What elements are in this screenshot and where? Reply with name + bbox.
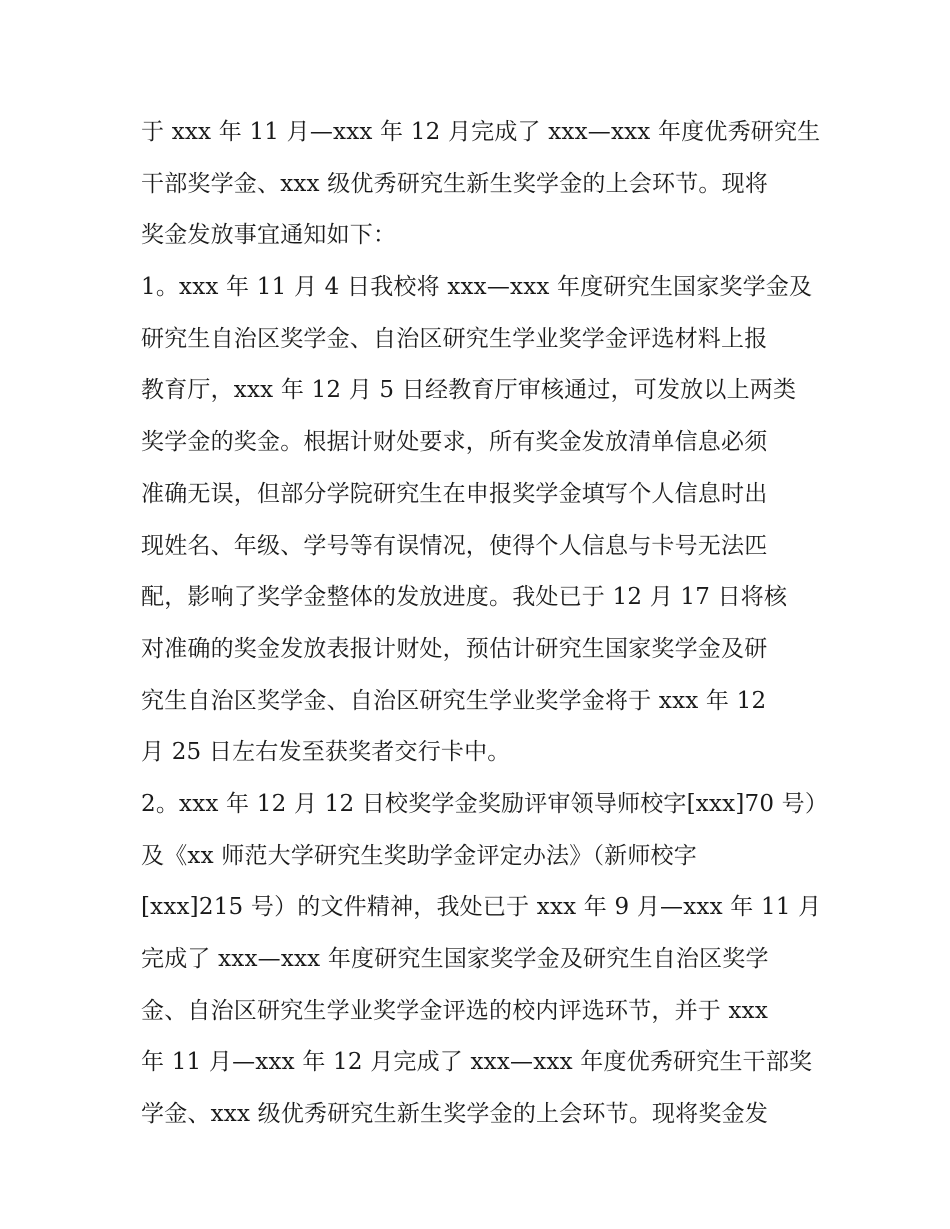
text-line: 完成了 xxx—xxx 年度研究生国家奖学金及研究生自治区奖学 — [141, 946, 769, 972]
text-line: 教育厅，xxx 年 12 月 5 日经教育厅审核通过，可发放以上两类 — [141, 377, 797, 404]
text-line: 金、自治区研究生学业奖学金评选的校内评选环节，并于 xxx — [141, 997, 769, 1024]
text-line: [xxx]215 号）的文件精神，我处已于 xxx 年 9 月—xxx 年 11 月 — [141, 894, 822, 921]
text-line: 现姓名、年级、学号等有误情况，使得个人信息与卡号无法匹 — [141, 532, 768, 559]
text-line: 奖金发放事宜通知如下： — [141, 222, 397, 249]
text-line: 2。xxx 年 12 月 12 日校奖学金奖励评审领导师校字[xxx]70 号） — [141, 790, 829, 817]
text-line: 研究生自治区奖学金、自治区研究生学业奖学金评选材料上报 — [141, 325, 768, 352]
text-line: 配，影响了奖学金整体的发放进度。我处已于 12 月 17 日将核 — [141, 584, 788, 611]
text-line: 月 25 日左右发至获奖者交行卡中。 — [141, 739, 511, 766]
text-line: 究生自治区奖学金、自治区研究生学业奖学金将于 xxx 年 12 — [141, 687, 767, 714]
text-line: 及《xx 师范大学研究生奖助学金评定办法》（新师校字 — [141, 842, 697, 869]
text-line: 年 11 月—xxx 年 12 月完成了 xxx—xxx 年度优秀研究生干部奖 — [141, 1049, 813, 1076]
text-line: 奖学金的奖金。根据计财处要求，所有奖金发放清单信息必须 — [141, 429, 768, 456]
text-line: 干部奖学金、xxx 级优秀研究生新生奖学金的上会环节。现将 — [141, 170, 769, 197]
text-line: 1。xxx 年 11 月 4 日我校将 xxx—xxx 年度研究生国家奖学金及 — [141, 274, 813, 301]
text-line: 准确无误，但部分学院研究生在申报奖学金填写个人信息时出 — [141, 480, 768, 507]
text-line: 学金、xxx 级优秀研究生新生奖学金的上会环节。现将奖金发 — [141, 1101, 769, 1128]
document-body — [141, 107, 829, 1141]
text-line: 对准确的奖金发放表报计财处，预估计研究生国家奖学金及研 — [141, 635, 768, 662]
text-line: 于 xxx 年 11 月—xxx 年 12 月完成了 xxx—xxx 年度优秀研究生 — [141, 119, 821, 145]
